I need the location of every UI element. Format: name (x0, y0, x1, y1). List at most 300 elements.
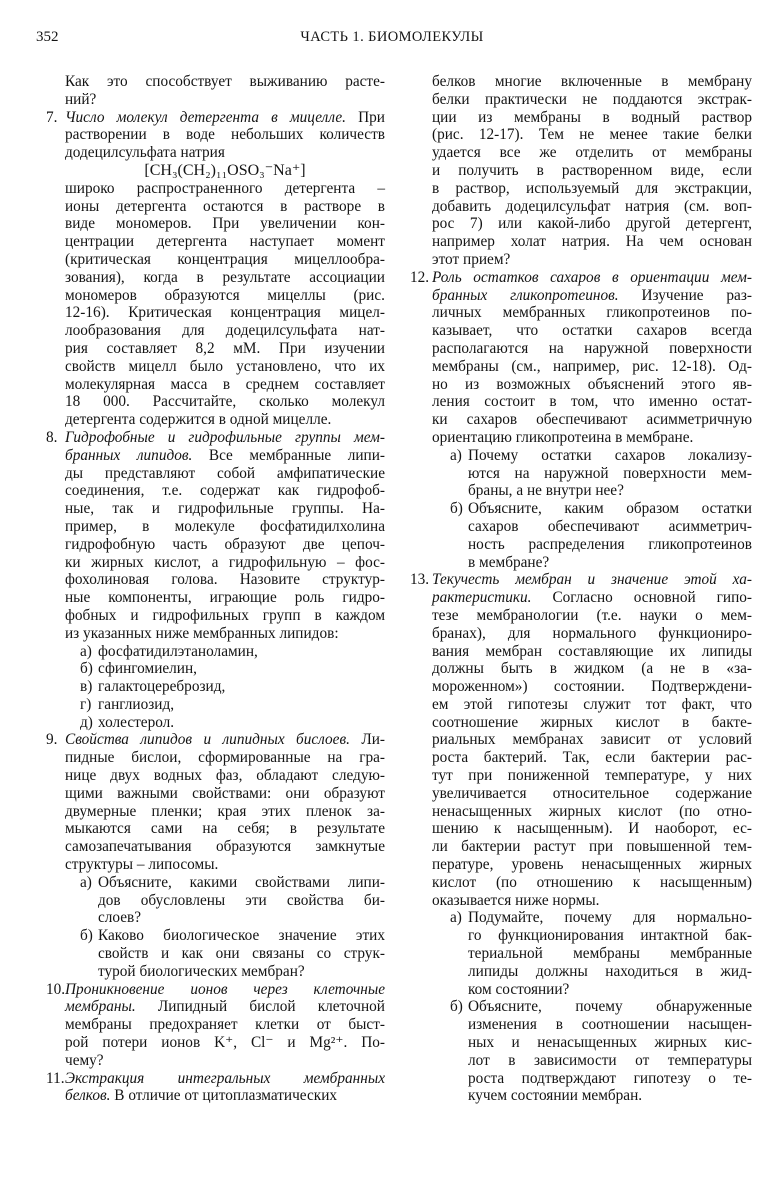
text-line (46, 945, 385, 963)
line-text (432, 767, 752, 785)
text-line (410, 589, 752, 607)
text-line (46, 607, 385, 625)
line-text (432, 625, 752, 643)
text-line (410, 571, 752, 589)
sub-question (410, 909, 752, 998)
line-text (432, 304, 752, 322)
text-line (410, 198, 752, 216)
text-line (410, 1016, 752, 1034)
plain-text: в раствор, используемый для экстракции, (432, 179, 752, 197)
text-line (46, 251, 385, 269)
text-line (410, 144, 752, 162)
text-line (46, 731, 385, 749)
plain-text: мембраны предохраняет клетки от быст- (65, 1016, 385, 1034)
text-line (410, 465, 752, 483)
text-line (46, 126, 385, 144)
text-line (410, 963, 752, 981)
plain-text: пример, в молекуле фосфатидилхолина (65, 517, 385, 535)
question-title: белков. (65, 1087, 111, 1105)
line-text: роста подтверждают гипотезу о те- (468, 1069, 752, 1087)
line-text (65, 251, 385, 269)
plain-text: рия составляет 8,2 мМ. При изучении (65, 339, 385, 357)
plain-text: ции из мембраны в водный раствор (432, 108, 752, 126)
line-text: дов обусловлены эти свойства би- (98, 891, 385, 909)
plain-text: двумерные пленки; края этих пленок за- (65, 802, 385, 820)
sub-question-label: б) (450, 500, 463, 518)
line-text (432, 589, 752, 607)
plain-text: молекулярная масса в среднем составляет (65, 375, 385, 393)
plain-text: соотношение жирных кислот в бакте- (432, 713, 752, 731)
plain-text: Как это способствует выживанию расте- (65, 73, 385, 90)
plain-text: виде мономеров. При увеличении кон- (65, 215, 385, 233)
line-text (65, 180, 385, 198)
text-line (46, 589, 385, 607)
sub-question (410, 447, 752, 500)
question-number: 7. (46, 108, 58, 126)
line-text (432, 892, 752, 910)
line-text (432, 340, 752, 358)
plain-text: пидные бислои, сформированные на гра- (65, 749, 385, 767)
plain-text: шению к насыщенным). И наоборот, ес- (432, 820, 752, 838)
text-line (410, 322, 752, 340)
text-line (410, 518, 752, 536)
plain-text: Согласно основной гипо- (531, 589, 752, 607)
text-line (410, 607, 752, 625)
line-text (432, 820, 752, 838)
text-line (410, 536, 752, 554)
text-line (410, 251, 752, 269)
line-text (432, 803, 752, 821)
right-column (410, 73, 752, 1105)
text-line (410, 554, 752, 572)
text-line (410, 731, 752, 749)
text-line (410, 376, 752, 394)
line-text (65, 215, 385, 233)
text-line (46, 571, 385, 589)
plain-text: додецилсульфата натрия (65, 144, 225, 162)
line-text: свойств и как они связаны со струк- (98, 945, 385, 963)
line-text (65, 447, 385, 465)
text-line (46, 465, 385, 483)
question-title: бранных гликопротеинов. (432, 286, 619, 304)
left-column (46, 73, 385, 1105)
text-line (410, 838, 752, 856)
plain-text: белков многие включенные в мембрану (432, 73, 752, 90)
chemical-formula (46, 162, 385, 180)
line-text (65, 731, 385, 749)
line-text (65, 518, 385, 536)
text-line (46, 109, 385, 127)
plain-text: центрации детергента наступает момент (65, 233, 385, 251)
line-text: сахаров обеспечивают асимметрич- (468, 517, 752, 535)
text-line (46, 927, 385, 945)
line-text (432, 215, 752, 233)
text-line (410, 180, 752, 198)
line-text: кучем состоянии мембран. (468, 1087, 643, 1105)
plain-text: из указанных ниже мембранных липидов: (65, 624, 339, 642)
plain-text: мономеров образуются мицеллы (рис. (65, 286, 385, 304)
question-title: Гидрофобные и гидрофильные группы мем- (65, 428, 385, 446)
text-line (410, 411, 752, 429)
line-text (65, 1016, 385, 1034)
question-title: мембраны. (65, 998, 136, 1016)
text-line (46, 376, 385, 394)
plain-text: пературе, уровень ненасыщенных жирных (432, 856, 752, 874)
plain-text: (критическая концентрация мицеллообра- (65, 250, 385, 268)
line-text (65, 358, 385, 376)
plain-text: но из возможных объяснений этого яв- (432, 375, 752, 393)
line-text: фосфатидилэтаноламин, (98, 642, 258, 660)
question-title: Число молекул детергента в мицелле. (65, 108, 347, 126)
line-text (65, 340, 385, 358)
question-title: Роль остатков сахаров в ориентации мем- (432, 268, 752, 286)
plain-text: добавить додецилсульфат натрия (см. воп- (432, 197, 752, 215)
sub-question (46, 660, 385, 678)
question-number: 8. (46, 428, 58, 446)
plain-text: ненасыщенных жирных кислот (по отно- (432, 802, 752, 820)
text-line (410, 1052, 752, 1070)
plain-text: широко распространенного детергента – (65, 179, 385, 197)
line-text (432, 678, 752, 696)
question-number: 10. (46, 980, 66, 998)
plain-text: личных мембранных гликопротеинов по- (432, 304, 752, 322)
text-line (46, 963, 385, 981)
sub-question-label: а) (80, 642, 92, 660)
question-number: 9. (46, 731, 58, 749)
text-line (46, 1070, 385, 1088)
sub-question (46, 678, 385, 696)
text-line (46, 287, 385, 305)
line-text (65, 411, 385, 429)
line-text: Почему остатки сахаров локализу- (468, 446, 752, 464)
line-text (65, 287, 385, 305)
text-line (410, 643, 752, 661)
line-text (432, 126, 752, 144)
plain-text: нице двух водных фаз, обладают следую- (65, 767, 385, 785)
plain-text: ления состоит в том, что именно остат- (432, 393, 752, 411)
line-text (432, 180, 752, 198)
line-text (65, 554, 385, 572)
plain-text: рой потери ионов K⁺, Cl⁻ и Mg²⁺. По- (65, 1034, 385, 1052)
sub-question-label: в) (80, 678, 93, 696)
line-text (432, 838, 752, 856)
plain-text: и получить в растворенном виде, если (432, 161, 752, 179)
text-line (46, 874, 385, 892)
text-line (410, 678, 752, 696)
line-text: ком состоянии? (468, 980, 570, 998)
text-line (410, 73, 752, 91)
plain-text: соединения, т.е. содержат как гидрофоб- (65, 482, 385, 500)
line-text (65, 803, 385, 821)
line-text (65, 785, 385, 803)
plain-text: фохолиновая голова. Назовите структур- (65, 571, 385, 589)
plain-text: ем этой гипотезы служит тот факт, что (432, 695, 752, 713)
line-text (432, 322, 752, 340)
plain-text: ний? (65, 90, 97, 108)
question-number: 13. (410, 571, 430, 589)
plain-text: 18 000. Рассчитайте, сколько молекул (65, 393, 385, 411)
line-text (65, 536, 385, 554)
text-line (46, 660, 385, 678)
line-text (65, 304, 385, 322)
line-text: липиды должны находиться в жид- (468, 962, 752, 980)
question-item (410, 269, 752, 572)
line-text (65, 126, 385, 144)
text-line (410, 714, 752, 732)
text-line (46, 500, 385, 518)
line-text (432, 607, 752, 625)
line-text (432, 393, 752, 411)
text-line (46, 1034, 385, 1052)
question-item (46, 731, 385, 980)
line-text: браны, а не внутри нее? (468, 482, 624, 500)
line-text: Каково биологическое значение этих (98, 927, 385, 945)
line-text (65, 269, 385, 287)
line-text (65, 838, 385, 856)
line-text (432, 749, 752, 767)
sub-question-label: б) (80, 660, 93, 678)
text-line (410, 945, 752, 963)
text-line (46, 856, 385, 874)
sub-question-label: б) (450, 998, 463, 1016)
line-text: галактоцереброзид, (98, 678, 226, 696)
plain-text: ные компоненты, играющие роль гидро- (65, 589, 385, 607)
running-title: ЧАСТЬ 1. БИОМОЛЕКУЛЫ (300, 29, 484, 45)
line-text (65, 998, 385, 1016)
text-line (410, 820, 752, 838)
plain-text: лообразования для додецилсульфата нат- (65, 322, 385, 340)
line-text (65, 465, 385, 483)
sub-question-label: д) (80, 713, 93, 731)
question-number: 11. (46, 1069, 65, 1087)
text-line (46, 625, 385, 643)
sub-question (410, 998, 752, 1105)
line-text (65, 1070, 385, 1088)
text-line (46, 269, 385, 287)
plain-text: структуры – липосомы. (65, 856, 219, 874)
text-line (410, 625, 752, 643)
line-text (65, 429, 385, 447)
line-text (432, 571, 752, 589)
text-line (46, 678, 385, 696)
text-line (46, 429, 385, 447)
plain-text: ориентацию гликопротеина в мембране. (432, 428, 694, 446)
plain-text: свойств мицелл было установлено, что их (65, 357, 385, 375)
sub-question-label: а) (450, 446, 462, 464)
text-line (410, 981, 752, 999)
text-line (46, 554, 385, 572)
plain-text: Все мембранные липи- (192, 446, 385, 464)
text-line (46, 198, 385, 216)
line-text (65, 981, 385, 999)
plain-text: ки сахаров обеспечивают асимметричную (432, 411, 752, 429)
text-line (46, 820, 385, 838)
text-line (46, 447, 385, 465)
plain-text: ионы детергента остаются в растворе в (65, 197, 385, 215)
line-text (65, 500, 385, 518)
line-text (65, 767, 385, 785)
line-text (432, 731, 752, 749)
line-text (65, 322, 385, 340)
line-text (65, 571, 385, 589)
plain-text: мыкаются сами на себя; в результате (65, 820, 385, 838)
question-title: Свойства липидов и липидных бислоев. (65, 731, 350, 749)
sub-question-label: а) (450, 909, 462, 927)
line-text: турой биологических мембран? (98, 962, 305, 980)
line-text (432, 109, 752, 127)
line-text (65, 1052, 385, 1070)
line-text: Объясните, каким образом остатки (468, 500, 752, 518)
text-line (46, 909, 385, 927)
line-text (432, 233, 752, 251)
plain-text: самозапечатывания образуются замкнутые (65, 838, 385, 856)
line-text (65, 607, 385, 625)
line-text (432, 714, 752, 732)
line-text (432, 73, 752, 91)
text-line (46, 1016, 385, 1034)
text-line (410, 998, 752, 1016)
text-line (46, 643, 385, 661)
text-line (46, 358, 385, 376)
text-line (46, 518, 385, 536)
plain-text: щими важными свойствами: они образуют (65, 784, 385, 802)
question-title: Проникновение ионов через клеточные (65, 980, 385, 998)
text-line (410, 909, 752, 927)
plain-text: чему? (65, 1051, 104, 1069)
sub-question (46, 643, 385, 661)
plain-text: кислот (по отношению к насыщенным) (432, 873, 752, 891)
plain-text: Ли- (349, 731, 385, 749)
question-item (46, 429, 385, 732)
line-text: териальной мембраны мембранные (468, 945, 752, 963)
text-line (410, 856, 752, 874)
line-text (432, 144, 752, 162)
text-line (410, 304, 752, 322)
text-line (46, 215, 385, 233)
plain-text: удается все же отделить от мембраны (432, 144, 752, 162)
text-line (46, 714, 385, 732)
plain-text: например холат натрия. На чем основан (432, 233, 752, 251)
question-title: рактеристики. (432, 589, 532, 607)
text-line (410, 393, 752, 411)
line-text (65, 233, 385, 251)
text-line (46, 233, 385, 251)
text-line (410, 785, 752, 803)
text-line (410, 126, 752, 144)
text-line (410, 874, 752, 892)
text-line (410, 1034, 752, 1052)
formula-text: [CH₃(CH₂)₁₁OSO₃⁻Na⁺] (144, 161, 306, 179)
text-line (410, 482, 752, 500)
line-text (432, 91, 752, 109)
line-text: ганглиозид, (98, 695, 175, 713)
text-line (46, 803, 385, 821)
line-text (65, 820, 385, 838)
plain-text: детергента содержится в одной мицелле. (65, 411, 332, 429)
text-line (46, 411, 385, 429)
text-line (410, 447, 752, 465)
question-item (46, 1070, 385, 1106)
text-line (410, 358, 752, 376)
plain-text: мороженном») состоянии. Подтверждени- (432, 678, 752, 696)
line-text (432, 251, 752, 269)
sub-question-label: г) (80, 695, 92, 713)
question-title: Экстракция интегральных мембранных (65, 1069, 385, 1087)
text-line (410, 91, 752, 109)
plain-text: рос 7) или какой-либо другой детергент, (432, 215, 752, 233)
line-text: сфингомиелин, (98, 660, 197, 678)
line-text (65, 482, 385, 500)
text-line (410, 109, 752, 127)
plain-text: При (346, 108, 385, 126)
text-line (46, 1052, 385, 1070)
plain-text: ды представляют собой амфипатические (65, 464, 385, 482)
text-line (46, 785, 385, 803)
line-text (65, 749, 385, 767)
line-text (65, 1087, 385, 1105)
line-text: слоев? (98, 909, 142, 927)
line-text (432, 287, 752, 305)
line-text (432, 785, 752, 803)
line-text (65, 144, 385, 162)
text-line (46, 892, 385, 910)
sub-question (46, 874, 385, 927)
line-text: го функционирования интактной бак- (468, 927, 752, 945)
plain-text: оказывается ниже нормы. (432, 891, 600, 909)
text-line (410, 767, 752, 785)
plain-text: бранах), для нормального функциониро- (432, 624, 752, 642)
line-text (432, 411, 752, 429)
plain-text: (рис. 12-17). Тем не менее такие белки (432, 126, 752, 144)
line-text: изменения в соотношении насыщен- (468, 1016, 752, 1034)
plain-text: увеличивается относительное содержание (432, 784, 752, 802)
sub-question-label: б) (80, 927, 93, 945)
plain-text: тезе мембранологии (т.е. науки о мем- (432, 606, 752, 624)
text-line (410, 287, 752, 305)
plain-text: казывает, что остатки сахаров всегда (432, 322, 752, 340)
text-line (46, 73, 385, 91)
text-line (410, 429, 752, 447)
sub-question (410, 500, 752, 571)
question-item (410, 571, 752, 1105)
question-title: бранных липидов. (65, 446, 193, 464)
text-line (410, 500, 752, 518)
text-line (46, 144, 385, 162)
text-line (410, 269, 752, 287)
text-line (46, 838, 385, 856)
line-text: ных и ненасыщенных жирных кис- (468, 1034, 752, 1052)
text-line (46, 749, 385, 767)
plain-text: Изучение раз- (618, 286, 752, 304)
text-line (410, 749, 752, 767)
line-text (65, 625, 385, 643)
question-item (46, 109, 385, 429)
page-number: 352 (36, 29, 59, 45)
line-text (432, 198, 752, 216)
text-line (46, 482, 385, 500)
sub-question-label: а) (80, 873, 92, 891)
line-text: лот в зависимости от температуры (468, 1051, 752, 1069)
plain-text: риальных мембранах зависит от условий (432, 731, 752, 749)
text-line (410, 696, 752, 714)
question-item (46, 981, 385, 1070)
line-text: Объясните, какими свойствами липи- (98, 873, 385, 891)
text-line (46, 767, 385, 785)
text-line (46, 322, 385, 340)
line-text (65, 589, 385, 607)
plain-text: 12-16). Критическая концентрация мицел- (65, 304, 385, 322)
line-text (65, 393, 385, 411)
